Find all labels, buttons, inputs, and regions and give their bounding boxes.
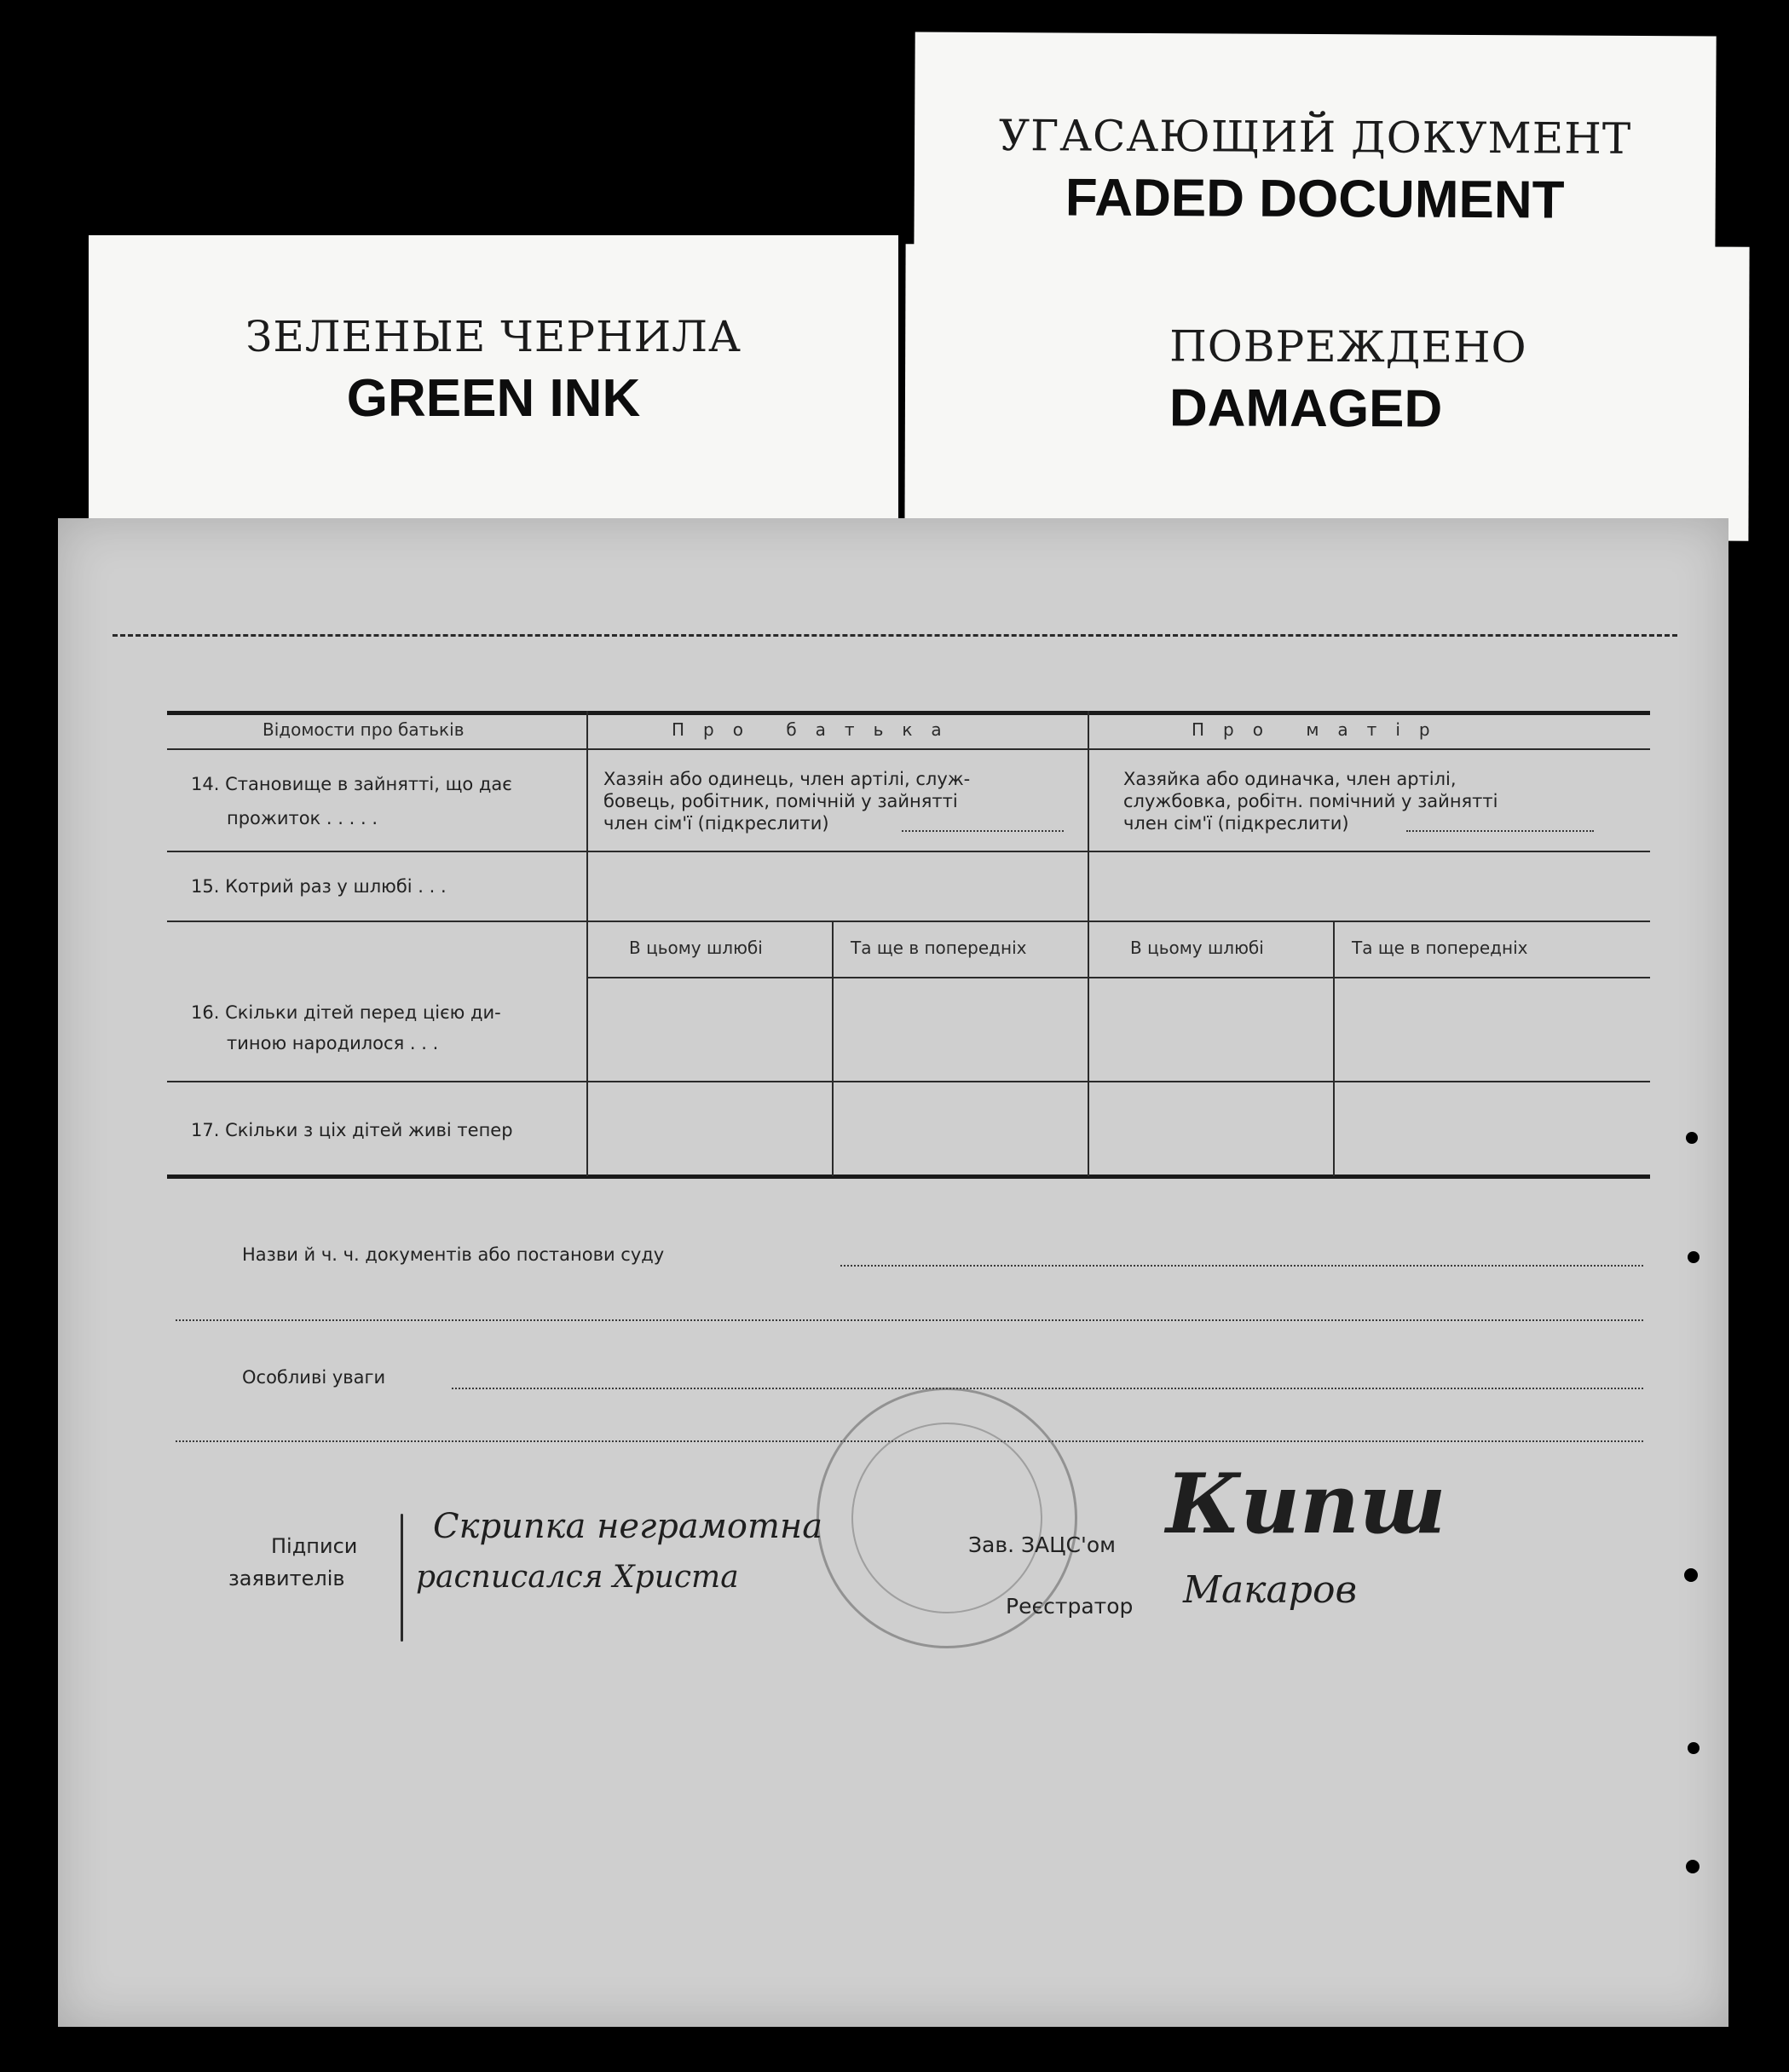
mother-occupation-fill [1406,830,1594,832]
table-bottom-rule [167,1175,1650,1179]
binding-hole [1686,1860,1700,1873]
registration-form-page [58,518,1728,2027]
green-label-ru: ЗЕЛЕНЫЕ ЧЕРНИЛА [245,312,742,361]
signatures-label: Підписи [271,1534,358,1558]
table-header-rule [167,748,1650,750]
documents-label: Назви й ч. ч. документів або постанови суду [242,1244,665,1265]
row15-label: 15. Котрий раз у шлюбі . . . [191,876,447,897]
father-occupation-line3: член сім'ї (підкреслити) [603,813,829,834]
remarks-label: Особливі уваги [242,1367,386,1388]
row16-rule [167,1081,1650,1082]
subheader-rule [586,977,1650,978]
father-previous-marriages: Та ще в попередніх [851,938,1027,958]
damaged-label-en: DAMAGED [1169,378,1443,439]
registrar-label: Реєстратор [1006,1594,1134,1619]
binding-hole [1686,1132,1698,1144]
table-top-rule [167,711,1650,715]
green-ink-label [89,235,898,534]
row14-label-line2: прожиток . . . . . [227,808,378,828]
father-occupation-line2: бовець, робітник, помічній у зайнятті [603,791,958,811]
applicants-brace [401,1514,403,1642]
col-divider-2 [1088,711,1089,1176]
father-this-marriage: В цьому шлюбі [629,938,763,958]
mother-occupation-line1: Хазяйка або одиначка, член артілі, [1123,769,1457,789]
header-father: Про батька [672,719,961,740]
row14-label-line1: 14. Становище в зайнятті, що дає [191,774,512,794]
faded-label-en: FADED DOCUMENT [1065,168,1565,230]
mother-previous-marriages: Та ще в попередніх [1352,938,1528,958]
remarks-fill-line1 [452,1388,1643,1389]
row16-label-line1: 16. Скільки дітей перед цією ди- [191,1002,501,1023]
perforation-line [113,634,1677,637]
head-of-registry-label: Зав. ЗАЦС'ом [968,1532,1116,1557]
header-mother: Про матір [1192,719,1449,740]
binding-hole [1688,1742,1700,1754]
col-divider-1 [586,711,588,1176]
damaged-label [904,244,1749,540]
row14-rule [167,851,1650,852]
col-divider-father-sub [832,921,834,1176]
mother-occupation-line3: член сім'ї (підкреслити) [1123,813,1349,834]
binding-hole [1684,1568,1698,1582]
head-signature: Кипш [1166,1456,1446,1552]
documents-fill-line1 [840,1265,1643,1267]
faded-document-label [914,32,1716,267]
col-divider-mother-sub [1333,921,1335,1176]
documents-fill-line2 [176,1319,1643,1321]
father-occupation-line1: Хазяін або одинець, член артілі, служ- [603,769,971,789]
applicant-handwriting-2: расписался Христа [416,1560,739,1595]
row15-rule [167,921,1650,922]
registrar-signature: Макаров [1183,1568,1358,1612]
header-parents: Відомости про батьків [263,719,465,740]
father-occupation-fill [902,830,1064,832]
mother-this-marriage: В цьому шлюбі [1130,938,1264,958]
applicant-handwriting-1: Скрипка неграмотна [433,1507,823,1546]
faded-label-ru: УГАСАЮЩИЙ ДОКУМЕНТ [998,111,1632,164]
row17-label: 17. Скільки з ціх дітей живі тепер [191,1120,513,1140]
green-label-en: GREEN INK [346,369,641,428]
mother-occupation-line2: службовка, робітн. помічний у зайнятті [1123,791,1498,811]
binding-hole [1688,1251,1700,1263]
damaged-label-ru: ПОВРЕЖДЕНО [1169,321,1527,372]
row16-label-line2: тиною народилося . . . [227,1033,439,1053]
applicants-label: заявителів [228,1567,345,1590]
